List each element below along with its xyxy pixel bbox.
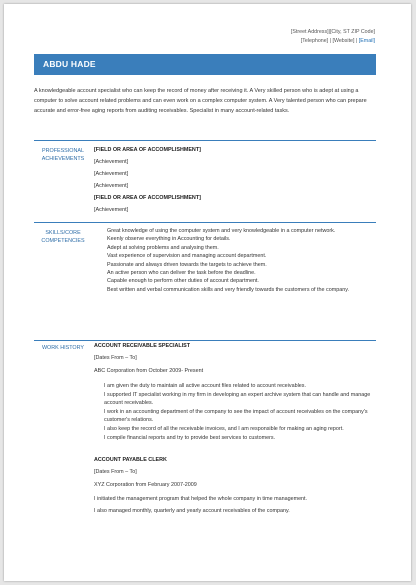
achievement-field-heading: [FIELD OR AREA OF ACCOMPLISHMENT] (94, 147, 201, 153)
skills-label-line2: COMPETENCIES (41, 238, 85, 244)
skill-item: Keenly observe everything in Accounting for details. (107, 236, 231, 243)
resume-page (4, 4, 411, 581)
skills-list (107, 227, 371, 294)
section-divider (34, 222, 376, 223)
name-banner (34, 54, 376, 75)
address-line: [Street Address]|[City, ST ZIP Code] (290, 29, 375, 35)
skills-label (34, 229, 92, 245)
skills-label-line1: SKILLS/CORE (45, 230, 81, 236)
skill-item: Passionate and always driven towards the targets to achieve them. (107, 261, 267, 268)
duty-item: I compile financial reports and try to provide best services to customers. (104, 434, 276, 441)
duty-item: I am given the duty to maintain all active account files related to account receivables. (104, 383, 306, 389)
job-description: I initiated the management program that helped the whole company in time management. (94, 496, 308, 503)
contact-info (291, 28, 375, 46)
skill-item: Adept at solving problems and analysing them. (107, 244, 219, 251)
duty-item: I also keep the record of all the receivable invoices, and I am responsible for making an aging report. (104, 425, 344, 432)
skill-item: Great knowledge of using the computer system and very knowledgeable in a computer network. (107, 228, 336, 234)
job-title: ACCOUNT PAYABLE CLERK (94, 457, 167, 464)
phone-website-text: [Telephone] | [Website] | (300, 38, 358, 44)
duty-item: I work in an accounting department of the company to see the impact of account receivables on the company's customer's relations. (104, 408, 368, 424)
job-description: I also managed monthly, quarterly and yearly account receivables of the company. (94, 507, 290, 514)
achievement-item: [Achievement] (94, 207, 129, 213)
job-company: XYZ Corporation from February 2007-2009 (94, 482, 197, 489)
candidate-name: ABDU HADE (43, 59, 96, 69)
achievements-label-line2: ACHIEVEMENTS (41, 156, 85, 162)
job-title: ACCOUNT RECEIVABLE SPECIALIST (94, 343, 191, 349)
achievements-label (34, 147, 92, 163)
skill-item: Capable enough to perform other duties of account department. (107, 278, 259, 285)
email-text: [Email] (358, 38, 375, 44)
work-history (94, 340, 376, 515)
achievements-label-line1: PROFESSIONAL (42, 148, 84, 154)
contact-line (291, 37, 375, 46)
summary-paragraph: A knowledgeable account specialist who can keep the record of money after receiving it. A Very skilled person who is adept at using a computer to solve account related problems and can even work on a complex computer system. A Very talented person who can prepare accurate and error-free aging reports from auditing receivables. Specialist in many account-related tasks. (34, 88, 367, 114)
achievements-list (94, 144, 376, 216)
skill-item: Best written and verbal communication skills and very friendly towards the customers of the company. (107, 286, 349, 293)
skill-item: An active person who can deliver the task before the deadline. (107, 270, 256, 277)
job-duties (94, 382, 376, 442)
skill-item: Vast experience of supervision and managing account department. (107, 253, 267, 260)
job-dates: [Dates From – To] (94, 469, 137, 476)
job-company: ABC Corporation from October 2009- Present (94, 368, 204, 374)
job-dates: [Dates From – To] (94, 355, 137, 361)
achievement-item: [Achievement] (94, 171, 129, 177)
achievement-item: [Achievement] (94, 159, 129, 165)
achievement-item: [Achievement] (94, 183, 129, 189)
section-divider (34, 140, 376, 141)
work-history-label: WORK HISTORY (41, 345, 85, 351)
achievement-field-heading: [FIELD OR AREA OF ACCOMPLISHMENT] (94, 195, 201, 201)
duty-item: I supported IT specialist working in my firm in developing an expert archive system that can handle and manage account receivables. (104, 391, 371, 407)
